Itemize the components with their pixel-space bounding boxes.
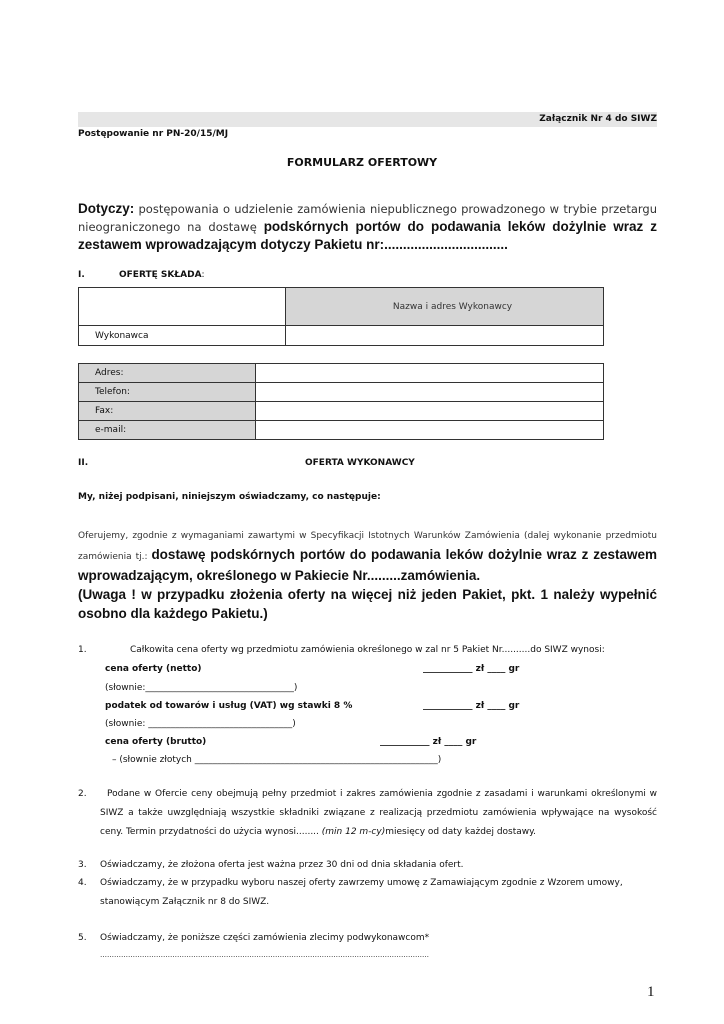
item2-body: Podane w Ofercie ceny obejmują pełny przedmiot i zakres zamówienia zgodnie z zasadami i warunkami określonymi w SIWZ a także uwzględniają wszystkie składniki związane z realizacją przedmiotu zamówienia wpływające na wysokość ceny. Termin przydatności do użycia wynosi........ — [100, 789, 657, 837]
offer-paragraph — [78, 524, 657, 623]
section1-heading — [119, 270, 205, 280]
fax-label: Fax: — [79, 402, 256, 421]
page-number: 1 — [647, 984, 655, 1000]
section2-number: II. — [78, 458, 89, 468]
item3-number: 3. — [78, 860, 87, 870]
subject-label: Dotyczy: — [78, 201, 135, 216]
vat-words[interactable]: (słownie: ________________________________) — [105, 719, 296, 729]
brutto-label: cena oferty (brutto) — [105, 737, 207, 747]
offer-bold: dostawę podskórnych portów do podawania leków dożylnie wraz z zestawem wprowadzającym, określonego w Pakiecie Nr.........zamówienia. — [78, 547, 657, 583]
item1-number: 1. — [78, 645, 87, 655]
item2-number: 2. — [78, 789, 87, 799]
item3-text: Oświadczamy, że złożona oferta jest ważna przez 30 dni od dnia składania ofert. — [100, 860, 464, 870]
proceeding-number: Postępowanie nr PN-20/15/MJ — [78, 129, 229, 139]
contractor-name-header: Nazwa i adres Wykonawcy — [286, 288, 604, 326]
brutto-words[interactable]: – (słownie złotych ______________________________________________________) — [112, 755, 442, 765]
netto-label: cena oferty (netto) — [105, 664, 202, 674]
address-label: Adres: — [79, 364, 256, 383]
section2-heading: OFERTA WYKONAWCY — [305, 458, 415, 468]
item4-text: Oświadczamy, że w przypadku wyboru naszej oferty zawrzemy umowę z Zamawiającym zgodnie z Wzorem umowy, stanowiącym Załącznik nr 8 do SIWZ. — [100, 878, 623, 907]
item2-tail: miesięcy od daty każdej dostawy. — [385, 827, 537, 837]
page-title: FORMULARZ OFERTOWY — [286, 156, 438, 169]
contact-table — [78, 363, 604, 440]
vat-amount[interactable]: ___________ zł ____ gr — [423, 701, 520, 711]
subcontractor-field[interactable]: …………………………………………………………………………………………………………………………… — [100, 951, 429, 959]
vat-label: podatek od towarów i usług (VAT) wg stawki 8 % — [105, 701, 353, 711]
contractor-table — [78, 287, 604, 346]
email-label: e-mail: — [79, 421, 256, 440]
email-field[interactable] — [256, 421, 604, 440]
subject-paragraph — [78, 200, 657, 254]
item2-text — [100, 785, 657, 842]
section1-label: OFERTĘ SKŁADA — [119, 270, 202, 280]
contractor-field[interactable] — [286, 326, 604, 346]
subject-text: postępowania o udzielenie zamówienia niepublicznego prowadzonego w trybie przetargu nieograniczonego na dostawę — [78, 202, 657, 234]
brutto-amount[interactable]: ___________ zł ____ gr — [380, 737, 477, 747]
contractor-label: Wykonawca — [79, 326, 286, 346]
phone-field[interactable] — [256, 383, 604, 402]
netto-words[interactable]: (słownie:_________________________________) — [105, 683, 298, 693]
item2-italic: (min 12 m-cy) — [321, 827, 386, 837]
item1-text: Całkowita cena oferty wg przedmiotu zamówienia określonego w zal nr 5 Pakiet Nr..........do SIWZ wynosi: — [130, 645, 605, 655]
item4-number: 4. — [78, 878, 87, 888]
attachment-label: Załącznik Nr 4 do SIWZ — [539, 114, 657, 124]
address-field[interactable] — [256, 364, 604, 383]
offer-text: Oferujemy, zgodnie z wymaganiami zawartymi w Specyfikacji Istotnych Warunków Zamówienia (dalej wykonanie przedmiotu zamówienia tj.: — [78, 531, 657, 562]
section1-number: I. — [78, 270, 85, 280]
declaration: My, niżej podpisani, niniejszym oświadczamy, co następuje: — [78, 492, 381, 502]
subject-bold: podskórnych portów do podawania leków dożylnie wraz z zestawem wprowadzającym dotyczy Pakietu nr:................................. — [78, 219, 658, 252]
offer-note: (Uwaga ! w przypadku złożenia oferty na więcej niż jeden Pakiet, pkt. 1 należy wypełnić osobno dla każdego Pakietu.) — [78, 587, 657, 621]
item5-number: 5. — [78, 933, 87, 943]
phone-label: Telefon: — [79, 383, 256, 402]
item5-text: Oświadczamy, że poniższe części zamówienia zlecimy podwykonawcom* — [100, 933, 430, 943]
fax-field[interactable] — [256, 402, 604, 421]
netto-amount[interactable]: ___________ zł ____ gr — [423, 664, 520, 674]
colon: : — [201, 270, 205, 280]
